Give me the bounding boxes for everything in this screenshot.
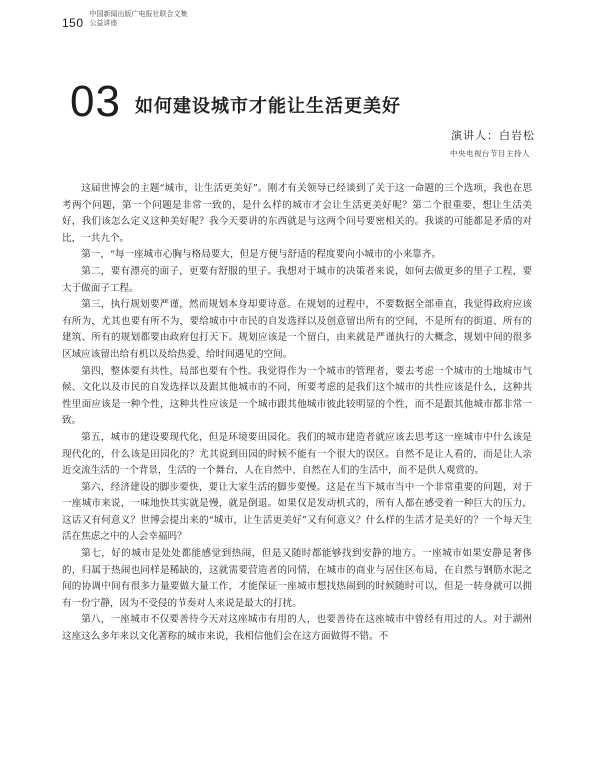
speaker-org: 中央电视台节目主持人	[450, 149, 530, 158]
paragraph: 第三，执行规划要严谨，然而规划本身却要诗意。在规划的过程中，不要数据全部垂直，我觉得政府应该有所为，尤其也要有所不为，要给城市中市民的自发选择以及创意留出所有的空间，不是所有的街道、所有的建筑、所有的规划都要由政府包打天下。规划应该是一个留白，由来就是严谨执行的大概念，规划中间的很多区域应该留出给有机以及给热爱、给时间遇见的空间。	[62, 299, 532, 360]
header-caption	[90, 10, 188, 28]
speaker-name: 演讲人：白岩松	[451, 129, 535, 142]
paragraph: 这届世博会的主题“城市，让生活更美好”。刚才有关领导已经谈到了关于这一命题的三个选项，我也在思考两个问题，第一个问题是非常一致的，是什么样的城市才会让生活更美好呢？第二个很重要，想让生活美好，我们该怎么定义这种美好呢？我今天要讲的东西就是与这两个问号要密相关的。我谈的可能都是矛盾的对比，一共九个。	[62, 183, 532, 244]
chapter-title: 如何建设城市才能让生活更美好	[134, 96, 401, 117]
header-line-1: 中国新闻出版广电报社联合文集	[89, 11, 188, 18]
paragraph: 第五，城市的建设要现代化，但是环境要田园化。我们的城市建造者就应该去思考这一座城市中什么该是现代化的，什么该是田园化的？尤其说到田园的时候不能有一个很大的误区。自然不是让人看的，而是让人亲近交流生活的一个背景，生活的一个舞台，人在自然中、自然在人们的生活中，而不是供人观赏的。	[62, 431, 532, 477]
running-header	[62, 10, 188, 30]
paragraph: 第二，要有漂亮的面子，更要有舒服的里子。我想对于城市的决策者来说，如何去做更多的里子工程，要大于做面子工程。	[62, 265, 532, 294]
paragraph: 第六，经济建设的脚步要快，要让大家生活的脚步要慢。这是在当下城市当中一个非常重要的问题，对于一座城市来说，一味地快其实就是慢，就是倒退。如果仅是发动机式的，所有人都在感受着一种巨大的压力，这话又有何意义？世博会提出来的“城市，让生活更美好”又有何意义？什么样的生活才是美好的？一个每天生活在焦虑之中的人会幸福吗？	[62, 481, 532, 543]
page-number: 150	[62, 16, 84, 30]
chapter-heading	[70, 77, 401, 126]
paragraph: 第七，好的城市是处处都能感觉到热闹，但是又随时都能够找到安静的地方。一座城市如果安静是奢侈的，归属于热闹也同样是稀缺的，这就需要营造者的同情，在城市的商业与居住区布局，在自然与钢筋水泥之间的协调中间有很多力量要做大量工作，才能保证一座城市想找热闹到的时候随时可以，但是一转身就可以拥有一份宁静，因为不受侵的节奏对人来说是最大的打扰。	[62, 548, 532, 609]
header-line-2: 公益讲座	[89, 20, 118, 27]
paragraph: 第一，“每一座城市心胸与格局要大，但是方便与舒适的程度要向小城市的小来靠齐。	[81, 249, 442, 261]
paragraph: 第四，整体要有共性，局部也要有个性。我觉得作为一个城市的管理者，要去考虑一个城市的土地城市气候、文化以及市民的自发选择以及跟其他城市的不同，所要考虑的是我们这个城市的共性应该是什么，这种共性里面应该是一种个性，这种共性应该是一个城市跟其他城市彼此较明显的个性，而不是跟其他城市都非常一致。	[62, 365, 532, 427]
paragraph: 第八，一座城市不仅要善待今天对这座城市有用的人，也要善待在这座城市中曾经有用过的人。对于湖州这座这么多年来以文化著称的城市来说，我相信他们会在这方面做得不错。不	[62, 614, 532, 643]
article-body	[62, 181, 532, 646]
chapter-number: 03	[70, 77, 121, 126]
